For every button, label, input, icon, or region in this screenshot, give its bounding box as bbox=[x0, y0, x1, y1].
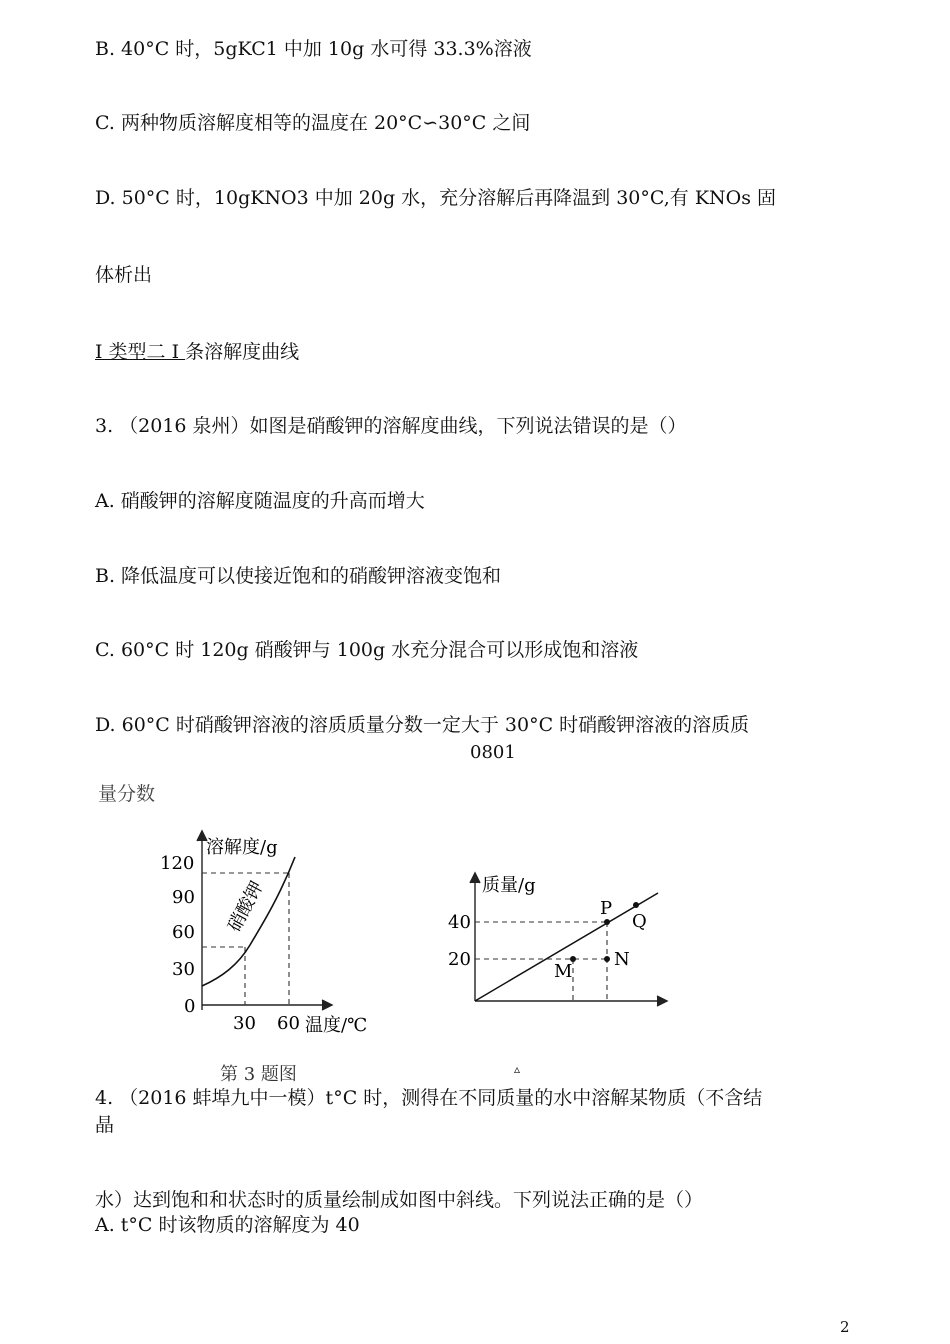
option-b: B. 40°C 时，5gKC1 中加 10g 水可得 33.3%溶液 bbox=[95, 38, 532, 60]
stray-mark: ▵ bbox=[514, 1062, 521, 1076]
point-p bbox=[604, 919, 610, 925]
section-heading bbox=[95, 339, 299, 365]
figure-caption: 第 3 题图 bbox=[220, 1064, 297, 1085]
option-d: D. 50°C 时，10gKNO3 中加 20g 水，充分溶解后再降温到 30°C,有 KNOs 固 bbox=[95, 187, 777, 209]
q3-option-d: D. 60°C 时硝酸钾溶液的溶质质量分数一定大于 30°C 时硝酸钾溶液的溶质质 bbox=[95, 714, 750, 736]
question-4-line1: 4. （2016 蚌埠九中一模）t°C 时，测得在不同质量的水中溶解某物质（不含结 bbox=[95, 1087, 763, 1109]
saturation-line bbox=[475, 893, 658, 1001]
y-tick-120: 120 bbox=[160, 853, 195, 874]
y-tick-40: 40 bbox=[448, 912, 471, 933]
option-d-continued: 体析出 bbox=[95, 264, 153, 286]
point-n bbox=[604, 956, 610, 962]
x-axis-arrow bbox=[322, 1000, 332, 1010]
y-tick-90: 90 bbox=[172, 887, 195, 908]
question-4-line2: 晶 bbox=[95, 1114, 115, 1136]
q3-option-b: B. 降低温度可以使接近饱和的硝酸钾溶液变饱和 bbox=[95, 565, 502, 587]
point-q bbox=[633, 902, 639, 908]
label-n: N bbox=[614, 949, 630, 970]
question-4-line3: 水）达到饱和和状态时的质量绘制成如图中斜线。下列说法正确的是（） bbox=[95, 1189, 704, 1211]
q4-option-a: A. t°C 时该物质的溶解度为 40 bbox=[95, 1214, 360, 1236]
code-label: 0801 bbox=[470, 742, 516, 763]
x-tick-30: 30 bbox=[233, 1013, 256, 1034]
question-3: 3. （2016 泉州）如图是硝酸钾的溶解度曲线，下列说法错误的是（） bbox=[95, 415, 687, 437]
option-c: C. 两种物质溶解度相等的温度在 20°C∽30°C 之间 bbox=[95, 112, 531, 134]
y-axis-arrow bbox=[470, 873, 480, 883]
x-axis-arrow bbox=[657, 996, 667, 1006]
y-tick-0: 0 bbox=[184, 996, 196, 1017]
solubility-chart bbox=[150, 825, 390, 1070]
mass-chart bbox=[440, 865, 680, 1010]
x-axis-label: 温度/℃ bbox=[305, 1015, 368, 1036]
q3-option-d-continued: 量分数 bbox=[98, 783, 156, 805]
q3-option-a: A. 硝酸钾的溶解度随温度的升高而增大 bbox=[95, 490, 425, 512]
section-type-label: I 类型二 I bbox=[95, 341, 186, 363]
x-tick-60: 60 bbox=[277, 1013, 300, 1034]
label-q: Q bbox=[632, 911, 647, 932]
y-tick-20: 20 bbox=[448, 949, 471, 970]
y-axis-label: 溶解度/g bbox=[206, 837, 278, 858]
curve-label: 硝酸钾 bbox=[223, 877, 268, 936]
section-title: 条溶解度曲线 bbox=[185, 341, 300, 363]
q3-option-c: C. 60°C 时 120g 硝酸钾与 100g 水充分混合可以形成饱和溶液 bbox=[95, 639, 639, 661]
y-tick-30: 30 bbox=[172, 959, 195, 980]
page-number: 2 bbox=[840, 1318, 850, 1336]
label-p: P bbox=[600, 898, 613, 919]
y-axis-label: 质量/g bbox=[482, 875, 536, 896]
y-tick-60: 60 bbox=[172, 922, 195, 943]
label-m: M bbox=[554, 961, 573, 982]
